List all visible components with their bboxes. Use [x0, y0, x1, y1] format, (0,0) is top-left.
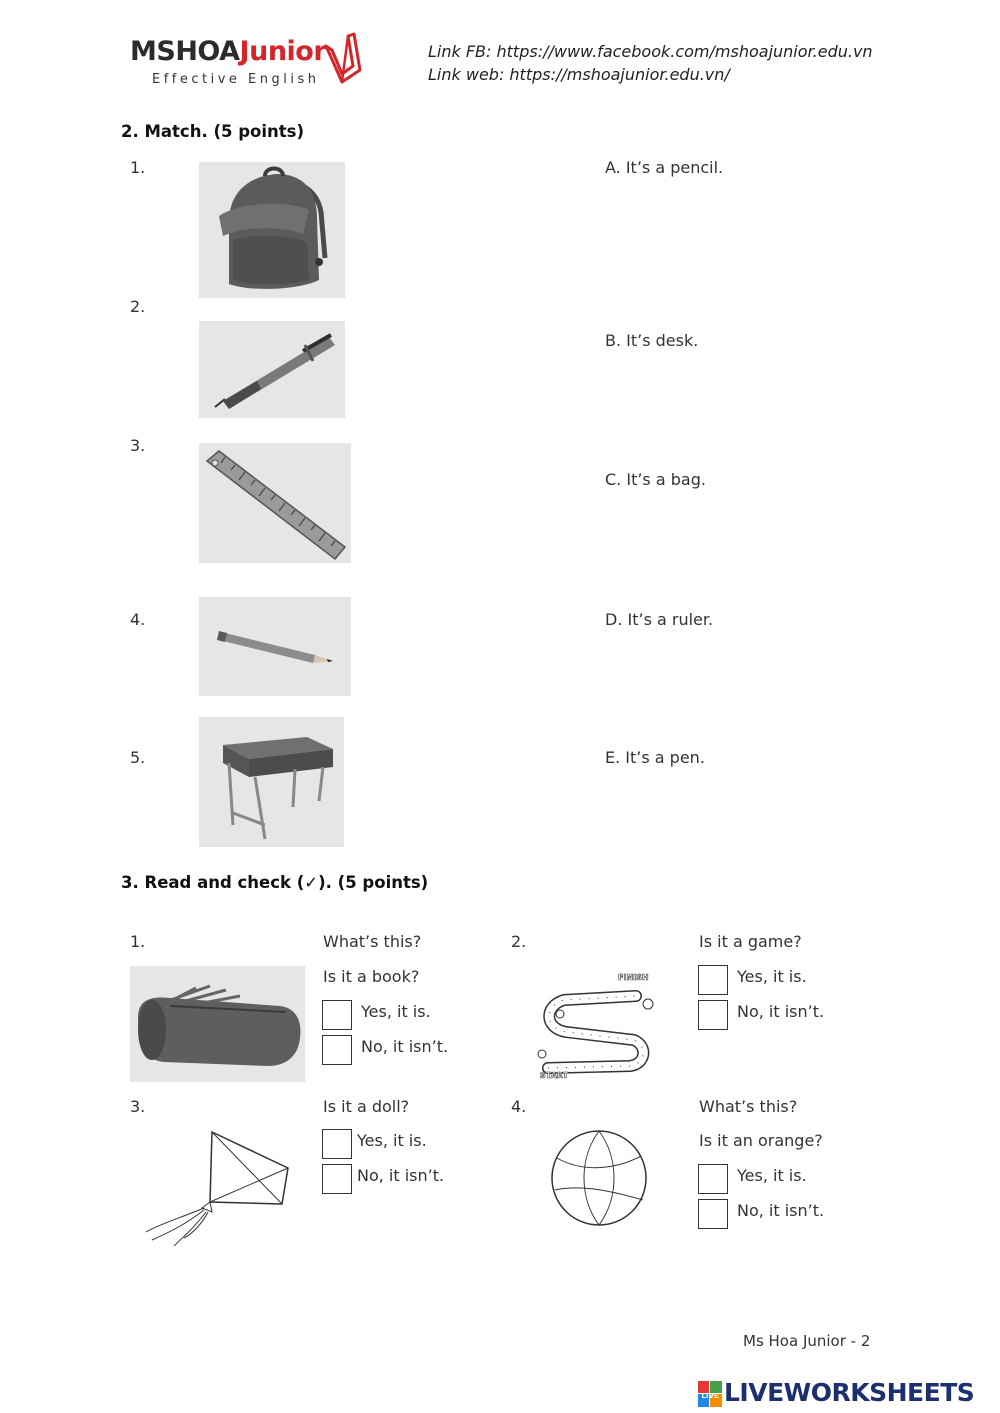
match-number-5: 5. [130, 748, 146, 767]
q4-yes-label: Yes, it is. [737, 1166, 807, 1185]
check-number-2: 2. [511, 932, 527, 951]
q1-question-2: Is it a book? [323, 967, 420, 986]
match-answer-b[interactable]: B. It’s desk. [605, 331, 699, 350]
kite-image [140, 1128, 300, 1250]
facebook-link[interactable]: Link FB: https://www.facebook.com/mshoajunior.edu.vn [428, 42, 873, 61]
q4-no-label: No, it isn’t. [737, 1201, 825, 1220]
q3-no-checkbox[interactable] [322, 1164, 352, 1194]
liveworksheets-brand[interactable] [698, 1378, 994, 1410]
q1-yes-label: Yes, it is. [361, 1002, 431, 1021]
board-game-image [530, 966, 660, 1082]
match-number-3: 3. [130, 436, 146, 455]
q2-question-1: Is it a game? [699, 932, 802, 951]
live-badge-icon [698, 1381, 722, 1407]
q4-question-1: What’s this? [699, 1097, 798, 1116]
match-answer-d[interactable]: D. It’s a ruler. [605, 610, 714, 629]
ball-image [549, 1128, 649, 1228]
match-number-2: 2. [130, 297, 146, 316]
board-finish-label: FINISH [618, 973, 649, 982]
q4-question-2: Is it an orange? [699, 1131, 823, 1150]
q2-no-checkbox[interactable] [698, 1000, 728, 1030]
section2-title: 2. Match. (5 points) [121, 122, 305, 141]
section3-title: 3. Read and check (✓). (5 points) [121, 873, 429, 892]
q1-question-1: What’s this? [323, 932, 422, 951]
q1-yes-checkbox[interactable] [322, 1000, 352, 1030]
liveworksheets-wordmark: LIVEWORKSHEETS [724, 1378, 975, 1407]
match-number-4: 4. [130, 610, 146, 629]
q3-yes-label: Yes, it is. [357, 1131, 427, 1150]
book-logo-icon [320, 30, 365, 88]
q2-yes-label: Yes, it is. [737, 967, 807, 986]
logo-wordmark [130, 36, 326, 67]
q3-question-1: Is it a doll? [323, 1097, 410, 1116]
logo [130, 30, 370, 90]
match-number-1: 1. [130, 158, 146, 177]
website-link[interactable]: Link web: https://mshoajunior.edu.vn/ [428, 65, 730, 84]
logo-junior: Junior [239, 36, 327, 67]
q4-yes-checkbox[interactable] [698, 1164, 728, 1194]
check-number-4: 4. [511, 1097, 527, 1116]
pen-image[interactable] [199, 321, 345, 418]
pencil-image[interactable] [199, 597, 351, 696]
board-start-label: START [540, 1071, 569, 1080]
check-number-1: 1. [130, 932, 146, 951]
match-answer-e[interactable]: E. It’s a pen. [605, 748, 705, 767]
q1-no-label: No, it isn’t. [361, 1037, 449, 1056]
ruler-image[interactable] [199, 443, 351, 563]
match-answer-a[interactable]: A. It’s a pencil. [605, 158, 724, 177]
match-answer-c[interactable]: C. It’s a bag. [605, 470, 706, 489]
q3-no-label: No, it isn’t. [357, 1166, 445, 1185]
live-badge-text: LIVE [701, 1392, 719, 1400]
page-number-label: Ms Hoa Junior - 2 [743, 1332, 871, 1350]
header-links [428, 40, 873, 86]
check-number-3: 3. [130, 1097, 146, 1116]
q3-yes-checkbox[interactable] [322, 1129, 352, 1159]
logo-tagline: Effective English [152, 72, 320, 87]
pencil-case-image [130, 966, 305, 1082]
q1-no-checkbox[interactable] [322, 1035, 352, 1065]
q2-yes-checkbox[interactable] [698, 965, 728, 995]
q2-no-label: No, it isn’t. [737, 1002, 825, 1021]
q4-no-checkbox[interactable] [698, 1199, 728, 1229]
backpack-image[interactable] [199, 162, 345, 298]
logo-ms: MSHOA [130, 36, 240, 67]
desk-image[interactable] [199, 717, 344, 847]
